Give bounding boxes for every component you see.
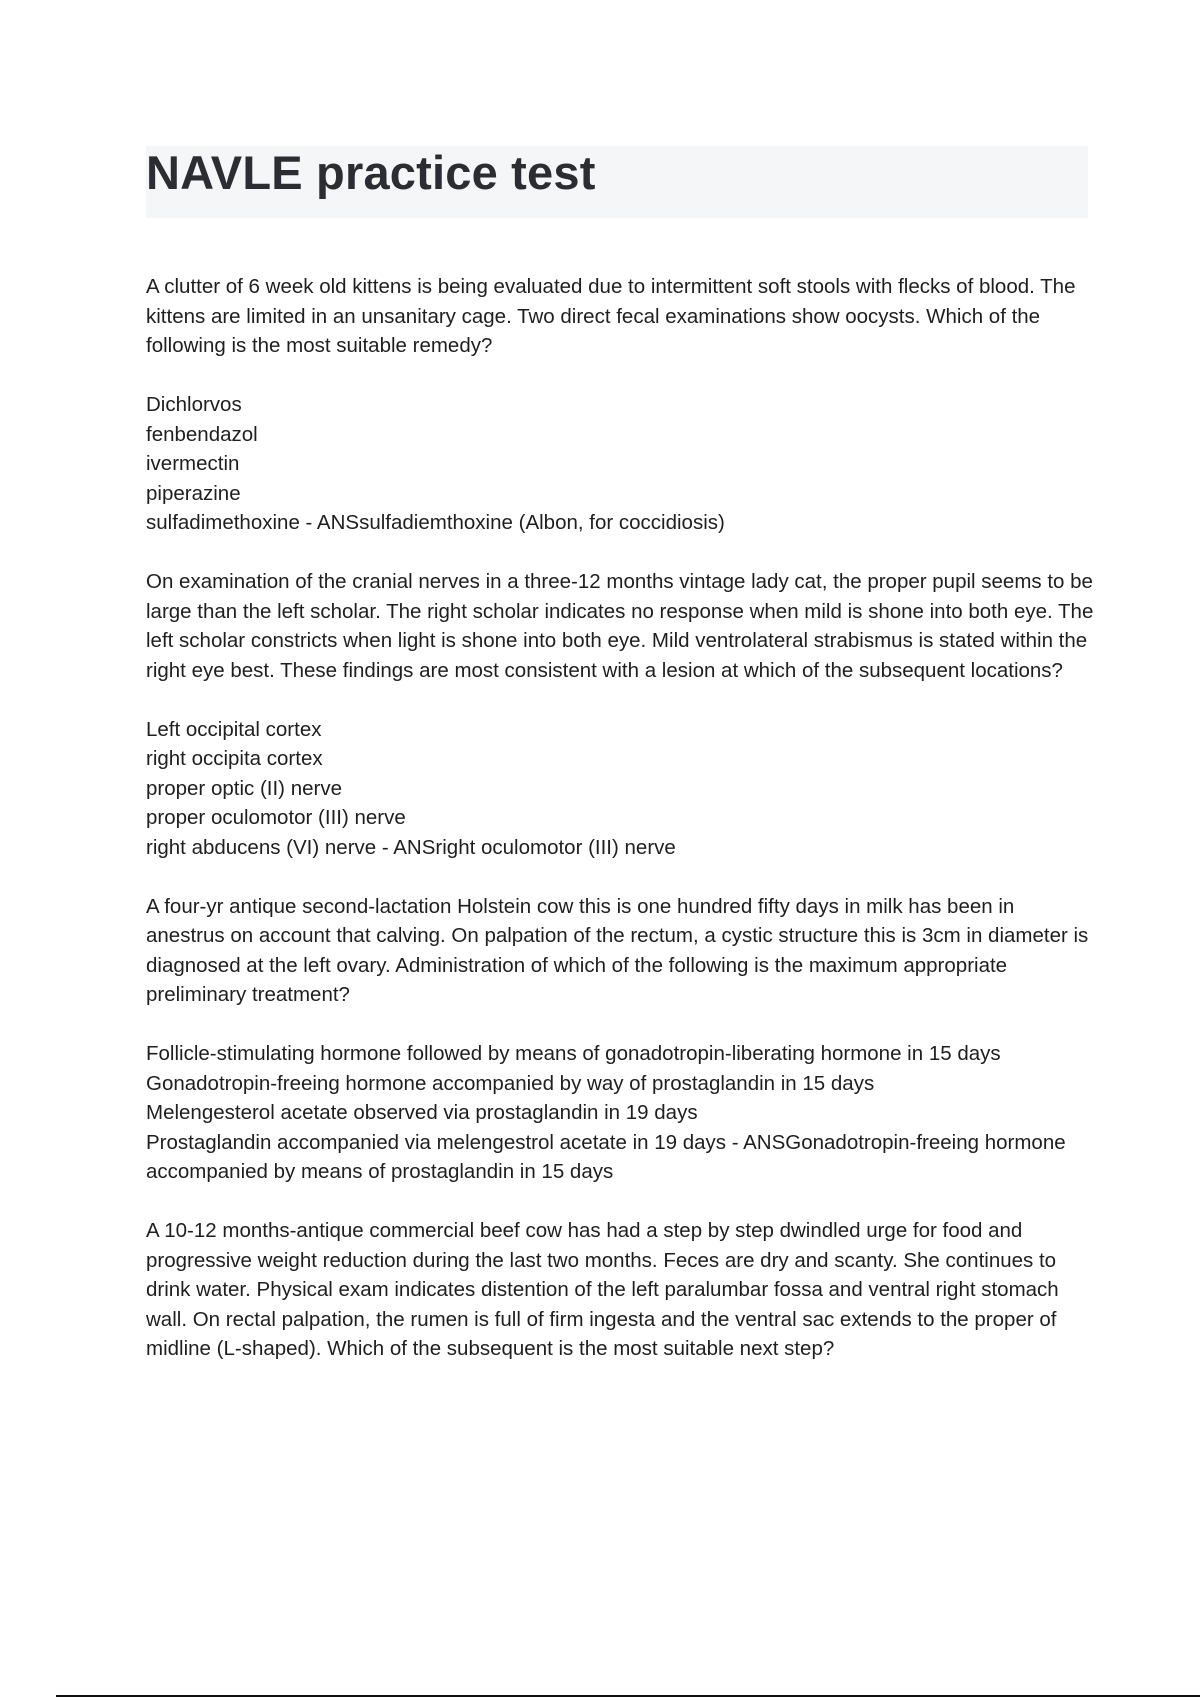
question-2-option-1: Left occipital cortex bbox=[146, 717, 322, 741]
question-2-option-5-answer: right abducens (VI) nerve - ANSright oculomotor (III) nerve bbox=[146, 835, 676, 859]
question-2-option-2: right occipita cortex bbox=[146, 747, 323, 770]
question-3-option-1: Follicle-stimulating hormone followed by means of gonadotropin-liberating hormone in 15 days bbox=[146, 1042, 1001, 1065]
question-3-option-3: Melengesterol acetate observed via prostaglandin in 19 days bbox=[146, 1101, 698, 1124]
page-title: NAVLE practice test bbox=[146, 146, 596, 199]
question-1-option-5-answer: sulfadimethoxine - ANSsulfadiemthoxine (Albon, for coccidiosis) bbox=[146, 511, 725, 534]
question-1-option-3: ivermectin bbox=[146, 452, 240, 475]
question-1-stem: A clutter of 6 week old kittens is being evaluated due to intermittent soft stools with flecks of blood. The kittens are limited in an unsanitary cage. Two direct fecal examinations show oocysts. Which of the following is the most suitable remedy? bbox=[146, 275, 1076, 357]
question-3-options bbox=[146, 1039, 1096, 1187]
question-3-stem: A four-yr antique second-lactation Holstein cow this is one hundred fifty days in milk has been in anestrus on account that calving. On palpation of the rectum, a cystic structure this is 3cm in diameter is diagnosed at the left ovary. Administration of which of the following is the maximum appropriate preliminary treatment? bbox=[146, 894, 1089, 1006]
question-2-options bbox=[146, 715, 1096, 863]
question-2-stem: On examination of the cranial nerves in a three-12 months vintage lady cat, the proper pupil seems to be large than the left scholar. The right scholar indicates no response when mild is shone into both eye. The left scholar constricts when light is shone into both eye. Mild ventrolateral strabismus is stated within the right eye best. These findings are most consistent with a lesion at which of the subsequent locations? bbox=[146, 570, 1094, 682]
question-1-options bbox=[146, 390, 1096, 538]
question-1-option-2: fenbendazol bbox=[146, 422, 258, 446]
question-2-option-3: proper optic (II) nerve bbox=[146, 776, 342, 800]
footer-rule bbox=[56, 1695, 1200, 1697]
question-2-option-4: proper oculomotor (III) nerve bbox=[146, 806, 406, 829]
question-3-option-4-answer: Prostaglandin accompanied via melengestrol acetate in 19 days - ANSGonadotropin-freeing hormone accompanied by means of prostaglandin in 15 days bbox=[146, 1130, 1066, 1183]
question-3-option-2: Gonadotropin-freeing hormone accompanied by way of prostaglandin in 15 days bbox=[146, 1071, 875, 1095]
document-body bbox=[146, 272, 1096, 1393]
question-1-option-1: Dichlorvos bbox=[146, 393, 242, 416]
question-1-option-4: piperazine bbox=[146, 481, 241, 505]
question-4-stem: A 10-12 months-antique commercial beef cow has had a step by step dwindled urge for food and progressive weight reduction during the last two months. Feces are dry and scanty. She continues to drink water. Physical exam indicates distention of the left paralumbar fossa and ventral right stomach wall. On rectal palpation, the rumen is full of firm ingesta and the ventral sac extends to the proper of midline (L-shaped). Which of the subsequent is the most suitable next step? bbox=[146, 1219, 1059, 1360]
